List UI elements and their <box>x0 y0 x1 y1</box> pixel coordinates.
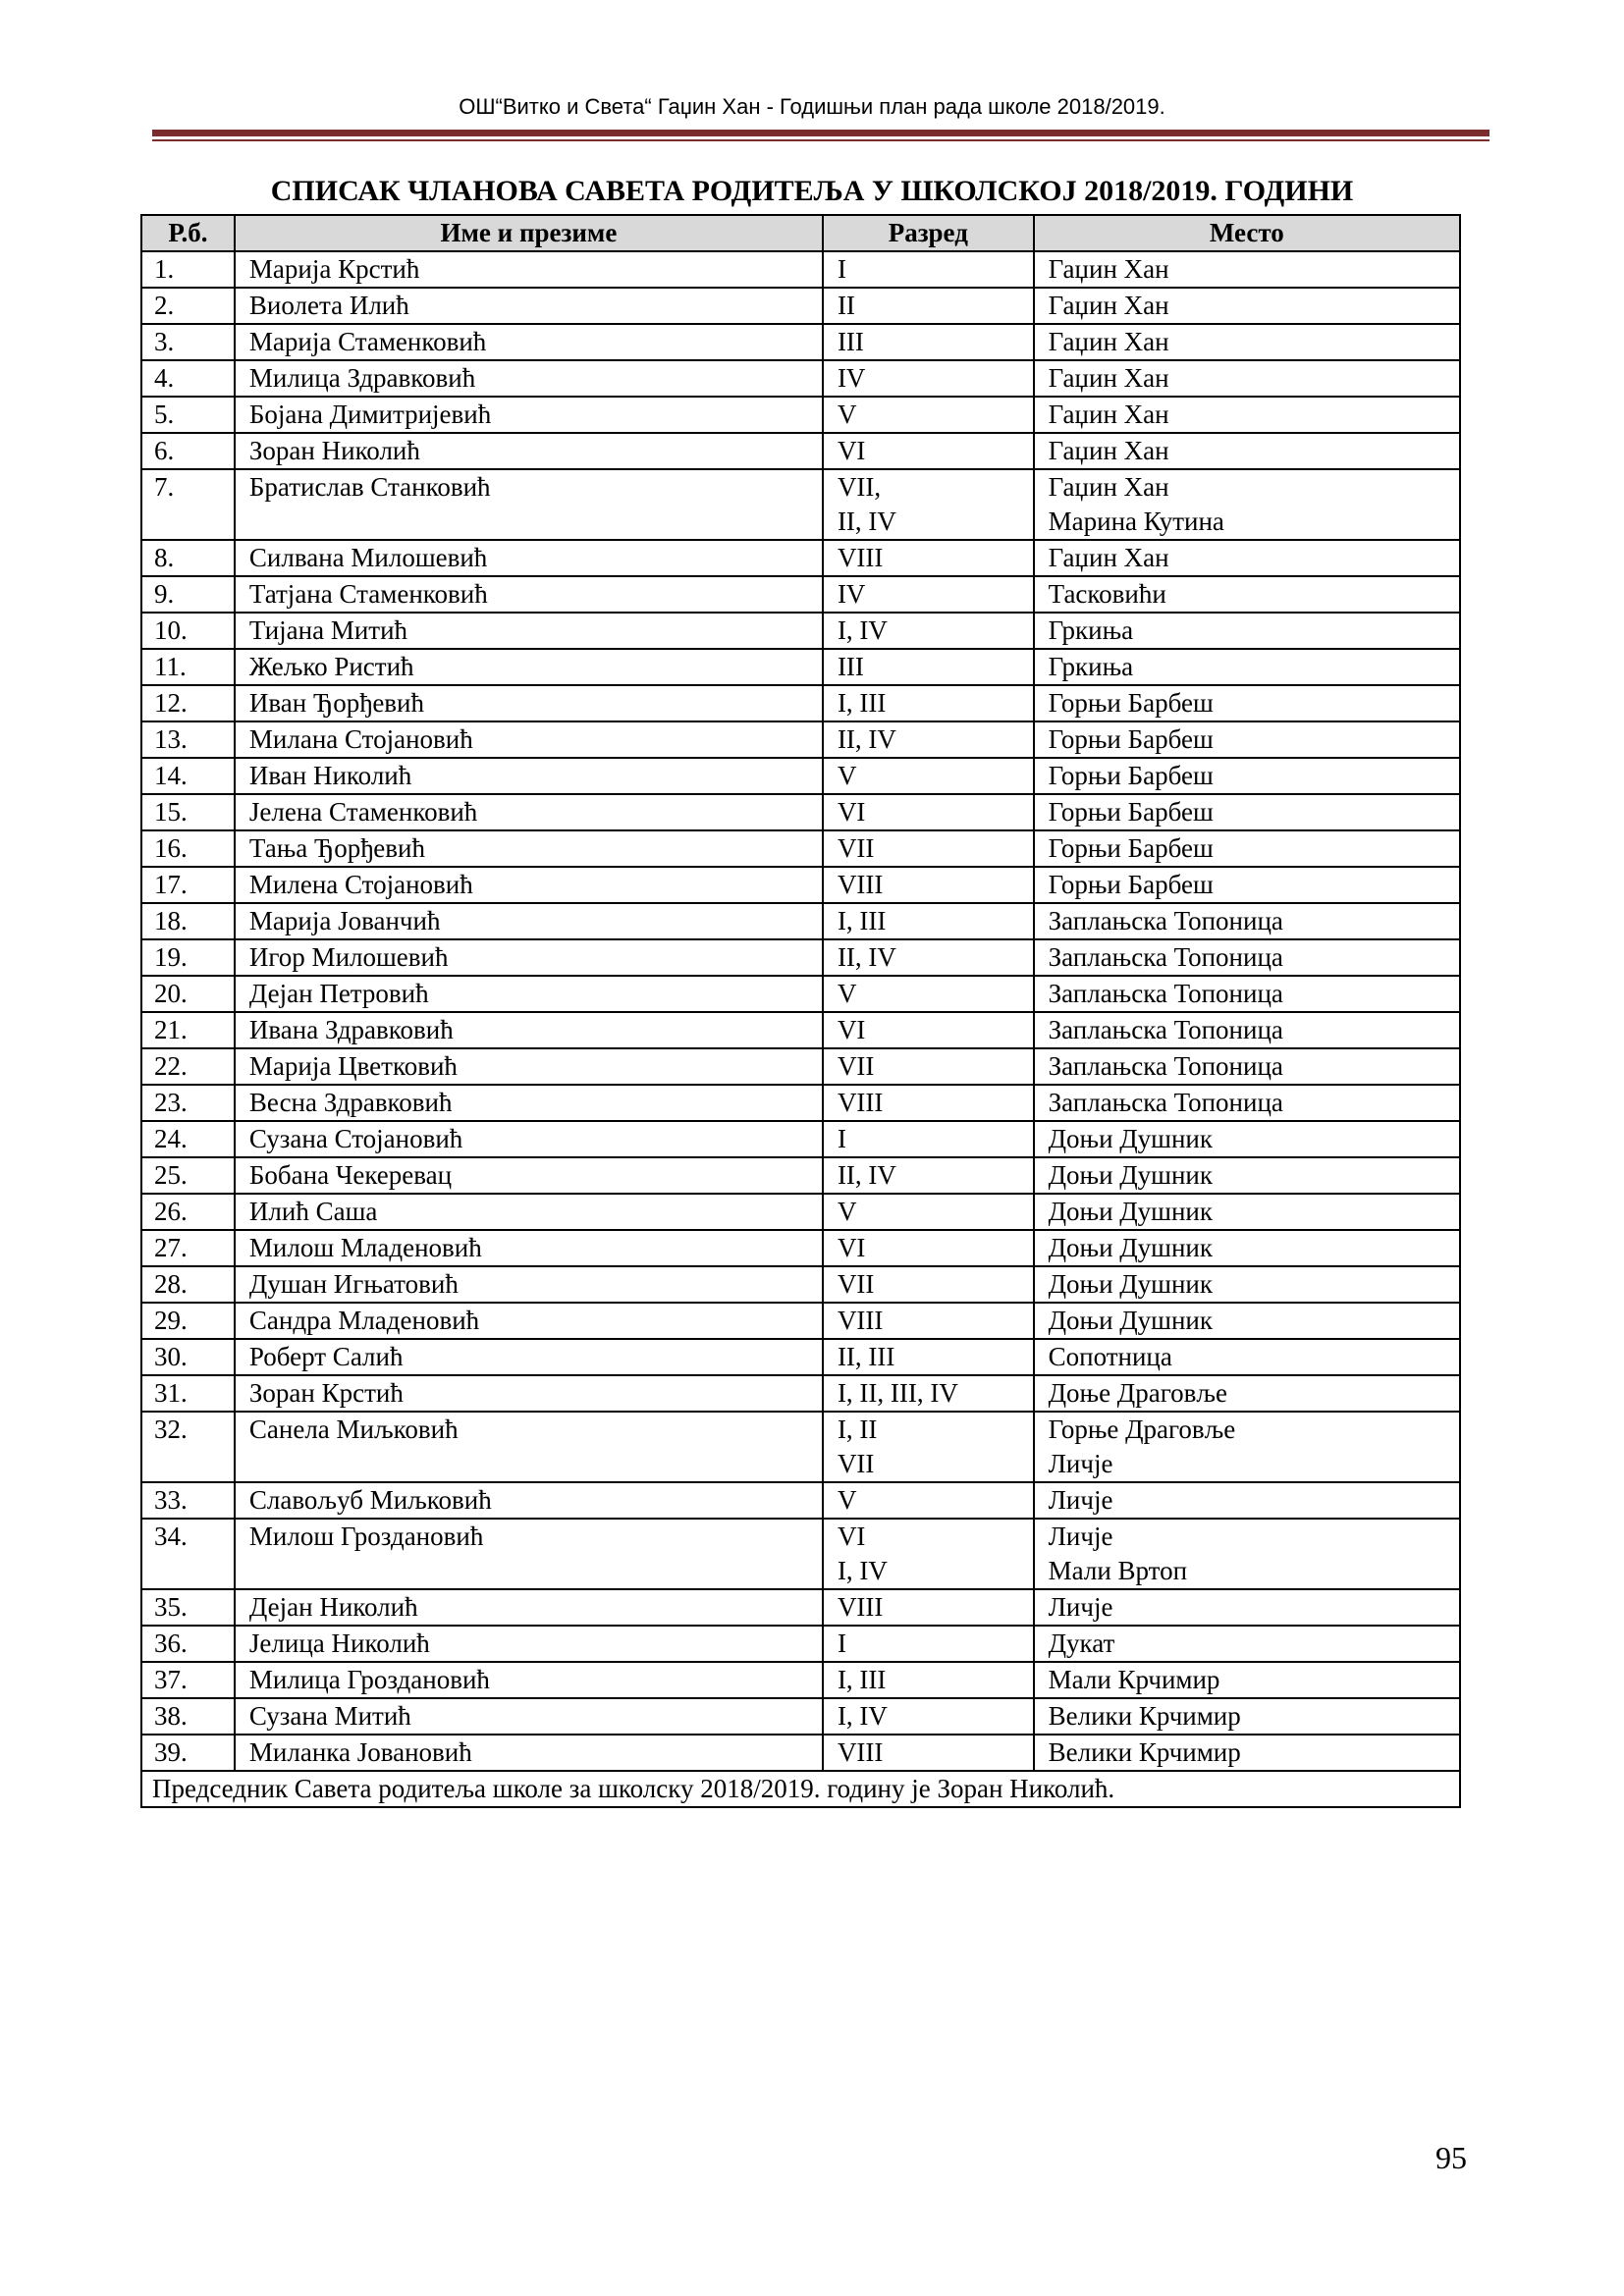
table-row <box>141 1303 1460 1339</box>
cell-place: Гркиња <box>1034 649 1460 685</box>
cell-number: 37. <box>141 1662 235 1698</box>
cell-grade: VIII <box>823 1303 1034 1339</box>
table-row <box>141 1048 1460 1085</box>
cell-place: Личје Мали Вртоп <box>1034 1519 1460 1589</box>
cell-name: Санела Миљковић <box>235 1412 823 1482</box>
cell-place: Горњи Барбеш <box>1034 830 1460 867</box>
cell-name: Сандра Младеновић <box>235 1303 823 1339</box>
table-header-row <box>141 215 1460 251</box>
cell-number: 2. <box>141 288 235 324</box>
cell-number: 8. <box>141 540 235 576</box>
cell-name: Сузана Стојановић <box>235 1121 823 1157</box>
cell-grade: I, III <box>823 685 1034 721</box>
cell-number: 1. <box>141 251 235 288</box>
table-row <box>141 1626 1460 1662</box>
cell-place: Гаџин Хан <box>1034 433 1460 469</box>
cell-name: Марија Цветковић <box>235 1048 823 1085</box>
table-row <box>141 685 1460 721</box>
cell-number: 10. <box>141 613 235 649</box>
cell-grade: II, IV <box>823 1157 1034 1194</box>
cell-place: Гаџин Хан Марина Кутина <box>1034 469 1460 540</box>
cell-place: Заплањска Топоница <box>1034 976 1460 1012</box>
cell-grade: VI <box>823 794 1034 830</box>
cell-grade: I, III <box>823 903 1034 939</box>
cell-number: 27. <box>141 1230 235 1266</box>
header-rule-thin <box>152 139 1489 141</box>
cell-grade: VII, II, IV <box>823 469 1034 540</box>
cell-grade: I, II VII <box>823 1412 1034 1482</box>
table-row <box>141 1412 1460 1482</box>
table-row <box>141 469 1460 540</box>
table-row <box>141 251 1460 288</box>
table-row <box>141 1698 1460 1735</box>
cell-place: Заплањска Топоница <box>1034 1085 1460 1121</box>
cell-number: 30. <box>141 1339 235 1375</box>
table-row <box>141 1230 1460 1266</box>
cell-name: Зоран Крстић <box>235 1375 823 1412</box>
cell-number: 11. <box>141 649 235 685</box>
cell-grade: V <box>823 1194 1034 1230</box>
council-members-table <box>140 214 1461 1808</box>
cell-number: 33. <box>141 1482 235 1519</box>
cell-number: 32. <box>141 1412 235 1482</box>
cell-grade: II <box>823 288 1034 324</box>
cell-grade: VIII <box>823 867 1034 903</box>
table-row <box>141 1339 1460 1375</box>
table-row <box>141 397 1460 433</box>
table-row <box>141 867 1460 903</box>
cell-grade: II, III <box>823 1339 1034 1375</box>
cell-name: Илић Саша <box>235 1194 823 1230</box>
cell-place: Горњи Барбеш <box>1034 758 1460 794</box>
column-header-place: Место <box>1034 215 1460 251</box>
table-row <box>141 324 1460 360</box>
cell-name: Милица Здравковић <box>235 360 823 397</box>
cell-number: 13. <box>141 721 235 758</box>
cell-number: 25. <box>141 1157 235 1194</box>
cell-name: Зоран Николић <box>235 433 823 469</box>
cell-name: Ивана Здравковић <box>235 1012 823 1048</box>
cell-place: Гаџин Хан <box>1034 397 1460 433</box>
table-row <box>141 903 1460 939</box>
cell-grade: V <box>823 1482 1034 1519</box>
cell-place: Сопотница <box>1034 1339 1460 1375</box>
cell-place: Горњи Барбеш <box>1034 794 1460 830</box>
cell-number: 24. <box>141 1121 235 1157</box>
cell-number: 29. <box>141 1303 235 1339</box>
cell-number: 36. <box>141 1626 235 1662</box>
cell-number: 19. <box>141 939 235 976</box>
cell-grade: I <box>823 1121 1034 1157</box>
cell-place: Заплањска Топоница <box>1034 939 1460 976</box>
cell-number: 31. <box>141 1375 235 1412</box>
cell-place: Заплањска Топоница <box>1034 1012 1460 1048</box>
cell-place: Личје <box>1034 1589 1460 1626</box>
cell-place: Велики Крчимир <box>1034 1698 1460 1735</box>
page-number: 95 <box>1435 2140 1467 2175</box>
cell-number: 39. <box>141 1735 235 1771</box>
cell-grade: I <box>823 1626 1034 1662</box>
cell-grade: VIII <box>823 1085 1034 1121</box>
cell-name: Силвана Милошевић <box>235 540 823 576</box>
table-row <box>141 1375 1460 1412</box>
cell-number: 7. <box>141 469 235 540</box>
cell-name: Братислав Станковић <box>235 469 823 540</box>
table-row <box>141 1012 1460 1048</box>
cell-number: 3. <box>141 324 235 360</box>
cell-number: 5. <box>141 397 235 433</box>
cell-number: 6. <box>141 433 235 469</box>
table-row <box>141 613 1460 649</box>
cell-place: Доњи Душник <box>1034 1194 1460 1230</box>
cell-name: Бојана Димитријевић <box>235 397 823 433</box>
cell-place: Велики Крчимир <box>1034 1735 1460 1771</box>
cell-grade: VIII <box>823 1735 1034 1771</box>
cell-name: Игор Милошевић <box>235 939 823 976</box>
cell-grade: V <box>823 758 1034 794</box>
cell-name: Тања Ђорђевић <box>235 830 823 867</box>
cell-number: 20. <box>141 976 235 1012</box>
cell-name: Јелица Николић <box>235 1626 823 1662</box>
cell-name: Душан Игњатовић <box>235 1266 823 1303</box>
cell-number: 38. <box>141 1698 235 1735</box>
cell-name: Милица Гроздановић <box>235 1662 823 1698</box>
cell-grade: III <box>823 324 1034 360</box>
cell-name: Милош Младеновић <box>235 1230 823 1266</box>
cell-name: Бобана Чекеревац <box>235 1157 823 1194</box>
cell-name: Јелена Стаменковић <box>235 794 823 830</box>
cell-name: Татјана Стаменковић <box>235 576 823 613</box>
cell-name: Миланка Јовановић <box>235 1735 823 1771</box>
cell-name: Милош Гроздановић <box>235 1519 823 1589</box>
table-footnote: Председник Савета родитеља школе за школску 2018/2019. годину је Зоран Николић. <box>141 1771 1460 1807</box>
cell-name: Милана Стојановић <box>235 721 823 758</box>
cell-place: Доње Драговље <box>1034 1375 1460 1412</box>
cell-grade: I, II, III, IV <box>823 1375 1034 1412</box>
cell-place: Доњи Душник <box>1034 1230 1460 1266</box>
cell-grade: V <box>823 397 1034 433</box>
cell-number: 15. <box>141 794 235 830</box>
cell-grade: VI <box>823 433 1034 469</box>
cell-name: Марија Јованчић <box>235 903 823 939</box>
cell-number: 14. <box>141 758 235 794</box>
table-row <box>141 433 1460 469</box>
cell-grade: I, IV <box>823 613 1034 649</box>
table-row <box>141 758 1460 794</box>
cell-place: Гаџин Хан <box>1034 324 1460 360</box>
cell-grade: VII <box>823 830 1034 867</box>
table-row <box>141 1735 1460 1771</box>
cell-number: 28. <box>141 1266 235 1303</box>
cell-name: Марија Стаменковић <box>235 324 823 360</box>
table-row <box>141 939 1460 976</box>
table-row <box>141 1482 1460 1519</box>
cell-grade: VIII <box>823 540 1034 576</box>
cell-grade: VII <box>823 1048 1034 1085</box>
cell-name: Дејан Николић <box>235 1589 823 1626</box>
cell-place: Горње Драговље Личје <box>1034 1412 1460 1482</box>
cell-name: Весна Здравковић <box>235 1085 823 1121</box>
cell-grade: VII <box>823 1266 1034 1303</box>
cell-name: Милена Стојановић <box>235 867 823 903</box>
cell-number: 34. <box>141 1519 235 1589</box>
cell-grade: IV <box>823 360 1034 397</box>
table-row <box>141 1266 1460 1303</box>
column-header-name: Име и презиме <box>235 215 823 251</box>
cell-number: 18. <box>141 903 235 939</box>
cell-name: Дејан Петровић <box>235 976 823 1012</box>
cell-place: Личје <box>1034 1482 1460 1519</box>
cell-place: Гаџин Хан <box>1034 288 1460 324</box>
table-row <box>141 1662 1460 1698</box>
cell-number: 12. <box>141 685 235 721</box>
table-row <box>141 976 1460 1012</box>
table-row <box>141 830 1460 867</box>
cell-number: 17. <box>141 867 235 903</box>
cell-name: Иван Николић <box>235 758 823 794</box>
cell-place: Гаџин Хан <box>1034 540 1460 576</box>
table-row <box>141 576 1460 613</box>
page-header: ОШ“Витко и Света“ Гаџин Хан - Годишњи план рада школе 2018/2019. <box>459 94 1165 119</box>
cell-name: Марија Крстић <box>235 251 823 288</box>
table-row <box>141 1121 1460 1157</box>
cell-number: 4. <box>141 360 235 397</box>
table-row <box>141 360 1460 397</box>
cell-place: Мали Крчимир <box>1034 1662 1460 1698</box>
header-rule <box>152 130 1489 136</box>
cell-number: 9. <box>141 576 235 613</box>
cell-place: Доњи Душник <box>1034 1266 1460 1303</box>
cell-grade: VI I, IV <box>823 1519 1034 1589</box>
table-row <box>141 1519 1460 1589</box>
cell-place: Гаџин Хан <box>1034 360 1460 397</box>
cell-place: Горњи Барбеш <box>1034 685 1460 721</box>
table-row <box>141 540 1460 576</box>
table-footnote-row <box>141 1771 1460 1807</box>
cell-place: Дукат <box>1034 1626 1460 1662</box>
column-header-number: Р.б. <box>141 215 235 251</box>
cell-grade: IV <box>823 576 1034 613</box>
cell-grade: I, III <box>823 1662 1034 1698</box>
cell-number: 21. <box>141 1012 235 1048</box>
cell-place: Доњи Душник <box>1034 1303 1460 1339</box>
document-title: СПИСАК ЧЛАНОВА САВЕТА РОДИТЕЉА У ШКОЛСКОЈ 2018/2019. ГОДИНИ <box>270 175 1354 207</box>
table-row <box>141 1589 1460 1626</box>
cell-place: Тасковићи <box>1034 576 1460 613</box>
cell-place: Заплањска Топоница <box>1034 903 1460 939</box>
cell-place: Горњи Барбеш <box>1034 721 1460 758</box>
table-row <box>141 1085 1460 1121</box>
table-row <box>141 1194 1460 1230</box>
cell-grade: VIII <box>823 1589 1034 1626</box>
cell-grade: VI <box>823 1012 1034 1048</box>
cell-place: Гаџин Хан <box>1034 251 1460 288</box>
table-row <box>141 1157 1460 1194</box>
cell-name: Жељко Ристић <box>235 649 823 685</box>
cell-name: Роберт Салић <box>235 1339 823 1375</box>
cell-grade: III <box>823 649 1034 685</box>
cell-number: 26. <box>141 1194 235 1230</box>
cell-place: Заплањска Топоница <box>1034 1048 1460 1085</box>
table-row <box>141 794 1460 830</box>
cell-place: Доњи Душник <box>1034 1121 1460 1157</box>
cell-name: Сузана Митић <box>235 1698 823 1735</box>
cell-grade: I, IV <box>823 1698 1034 1735</box>
cell-grade: II, IV <box>823 721 1034 758</box>
cell-number: 35. <box>141 1589 235 1626</box>
cell-name: Славољуб Миљковић <box>235 1482 823 1519</box>
cell-grade: II, IV <box>823 939 1034 976</box>
cell-grade: V <box>823 976 1034 1012</box>
cell-grade: VI <box>823 1230 1034 1266</box>
table-row <box>141 721 1460 758</box>
cell-number: 22. <box>141 1048 235 1085</box>
cell-place: Горњи Барбеш <box>1034 867 1460 903</box>
cell-number: 23. <box>141 1085 235 1121</box>
cell-grade: I <box>823 251 1034 288</box>
cell-number: 16. <box>141 830 235 867</box>
cell-name: Виолета Илић <box>235 288 823 324</box>
column-header-grade: Разред <box>823 215 1034 251</box>
cell-place: Гркиња <box>1034 613 1460 649</box>
cell-name: Тијана Митић <box>235 613 823 649</box>
cell-place: Доњи Душник <box>1034 1157 1460 1194</box>
cell-name: Иван Ђорђевић <box>235 685 823 721</box>
table-row <box>141 649 1460 685</box>
table-row <box>141 288 1460 324</box>
